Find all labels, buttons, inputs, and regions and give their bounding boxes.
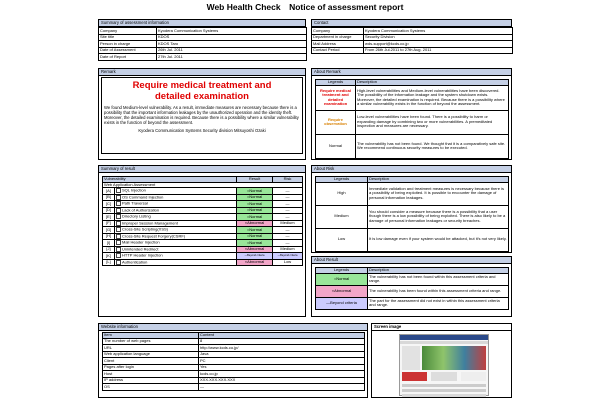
- vulnerability-result: ×Abnormal: [237, 220, 273, 227]
- about-risk-description: You should consider a measure because there is a possibility that a user though there is a low possibility of being exploited. There is also likely to be a damage of personal information leakages or security breaches.: [368, 205, 509, 228]
- checkbox-icon: [116, 253, 121, 258]
- vulnerability-result: ○Normal: [237, 233, 273, 240]
- vulnerability-result: ○Normal: [237, 188, 273, 195]
- about-result-legend: —Beyond criteria: [316, 297, 368, 309]
- website-screenshot-thumbnail: [399, 334, 489, 396]
- about-risk-description: Immediate validation and treatment measures is necessary because there is a possibility of being exploited. It is possible to encounter the damage of personal information leakages.: [368, 182, 509, 205]
- vulnerability-result: ○Normal: [237, 194, 273, 201]
- vulnerability-label: Improper Session Management: [122, 220, 178, 226]
- website-info-label: Pages after login: [103, 364, 199, 371]
- website-info-label: Client: [103, 358, 199, 365]
- website-info-value: http://www.kcds.co.jp/: [199, 345, 365, 352]
- vulnerability-risk: —: [273, 214, 303, 221]
- vulnerability-risk: —: [273, 188, 303, 195]
- about-remark-row: [316, 134, 509, 158]
- vulnerability-result: ×Abnormal: [237, 246, 273, 253]
- summary-info-label: Person in charge: [99, 41, 157, 48]
- checkbox-icon: [116, 234, 121, 239]
- checkbox-icon: [116, 227, 121, 232]
- vulnerability-id: [H]: [103, 233, 115, 240]
- about-remark-description: Low-level vulnerabilities have been found. There is a possibility to harm or expanding damage by combining two or more vulnerabilities. A premeditated inspection and measures are necessary.: [356, 110, 509, 134]
- contact-value: Security Division: [364, 34, 513, 41]
- website-info-label: OS: [103, 384, 199, 391]
- about-result-description: The part for the assessment did not exist in within this assessment criteria and range.: [368, 297, 509, 309]
- about-risk-row: [316, 228, 509, 251]
- about-risk-legend: High: [316, 182, 368, 205]
- website-info-label: Web application language: [103, 351, 199, 358]
- vulnerability-id: [D]: [103, 207, 115, 214]
- about-result-header: About Result: [312, 257, 511, 264]
- about-result-panel: [311, 256, 512, 317]
- about-result-row: [316, 297, 509, 309]
- vulnerability-id: [F]: [103, 220, 115, 227]
- website-info-value: 8: [199, 338, 365, 345]
- about-remark-col-description: Description: [356, 80, 509, 86]
- contact-label: Company: [312, 28, 364, 35]
- about-result-legend: ×Abnormal: [316, 285, 368, 297]
- vulnerability-label: HTTP Header Injection: [122, 252, 163, 258]
- about-remark-row: [316, 85, 509, 110]
- contact-table: [311, 27, 513, 54]
- about-risk-col-description: Description: [368, 177, 509, 183]
- summary-result-header: Summary of result: [99, 166, 305, 173]
- summary-result-col-result: Result: [237, 177, 273, 183]
- website-info-label: URL: [103, 345, 199, 352]
- summary-info-panel: [98, 19, 306, 61]
- remark-panel: [98, 68, 306, 160]
- vulnerability-risk: —: [273, 227, 303, 234]
- vulnerability-id: [G]: [103, 227, 115, 234]
- vulnerability-id: [B]: [103, 194, 115, 201]
- about-risk-panel: [311, 165, 512, 253]
- about-risk-col-legends: Legends: [316, 177, 368, 183]
- vulnerability-risk: —: [273, 194, 303, 201]
- about-result-row: [316, 273, 509, 285]
- vulnerability-risk: —: [273, 233, 303, 240]
- about-result-description: The vulnerability has been found within this assessment criteria and range.: [368, 285, 509, 297]
- vulnerability-result: —Beyond criteria: [237, 253, 273, 260]
- contact-header: Contact: [311, 19, 512, 27]
- summary-result-group: Web Application Assessment: [103, 182, 303, 188]
- website-info-value: XXX.XXX.XXX.XXX: [199, 377, 365, 384]
- about-result-row: [316, 285, 509, 297]
- vulnerability-result: ○Normal: [237, 207, 273, 214]
- contact-panel: [311, 19, 512, 54]
- summary-result-table: [102, 176, 303, 266]
- summary-info-label: Company: [99, 28, 157, 35]
- vulnerability-risk: —Beyond criteria: [273, 253, 303, 260]
- about-result-table: [315, 267, 509, 310]
- about-remark-legend: Require medical treatment and detailed examination: [316, 85, 356, 110]
- about-risk-legend: Medium: [316, 205, 368, 228]
- website-info-value: PC: [199, 358, 365, 365]
- vulnerability-label: Cross-Site Scripting(XSS): [122, 226, 169, 232]
- about-result-legend: ○Normal: [316, 273, 368, 285]
- about-risk-row: [316, 182, 509, 205]
- checkbox-icon: [116, 260, 121, 265]
- checkbox-icon: [116, 214, 121, 219]
- remark-signature: Kyodera Communication Systems Security division Mitsuyoshi Ozaki: [138, 128, 266, 133]
- about-result-col-description: Description: [368, 268, 509, 274]
- remark-body: We found Medium-level vulnerability. As a result, immediate measures are necessary because there is a possibility that the important information leakages by the unauthorized operation and the identity theft. Moreover, the detailed examination is required. Because there is a possibility where a similar vulnerability exists in the function of beyond the assessment.: [104, 105, 299, 125]
- about-remark-header: About Remark: [312, 69, 511, 76]
- checkbox-icon: [116, 188, 121, 193]
- vulnerability-result: ○Normal: [237, 240, 273, 247]
- website-info-header: Website information: [99, 324, 367, 331]
- summary-info-value: Kyodera Communication Systems: [157, 28, 307, 35]
- remark-headline-2: detailed examination: [155, 91, 249, 102]
- remark-headline-1: Require medical treatment and: [132, 80, 272, 91]
- screen-image-panel: [371, 323, 512, 398]
- page-title: Web Health Check Notice of assessment report: [206, 2, 404, 12]
- vulnerability-risk: Medium: [273, 246, 303, 253]
- summary-info-value: 27th Jul. 2011: [157, 54, 307, 61]
- vulnerability-risk: Medium: [273, 220, 303, 227]
- summary-info-value: 26th Jul. 2011: [157, 47, 307, 54]
- about-remark-description: The vulnerability has not been found. We thought that it is a comparatively safe site. We recommend continuous security measures to be executed.: [356, 134, 509, 158]
- vulnerability-label: Authentication: [122, 259, 148, 265]
- website-info-panel: [98, 323, 368, 398]
- vulnerability-label: OS Command Injection: [122, 194, 164, 200]
- vulnerability-risk: —: [273, 240, 303, 247]
- summary-info-label: Date of Report: [99, 54, 157, 61]
- vulnerability-label: Mail Header Injection: [122, 239, 160, 245]
- website-info-label: IP address: [103, 377, 199, 384]
- summary-info-value: KDOS Taro: [157, 41, 307, 48]
- remark-header: Remark: [99, 69, 305, 76]
- about-remark-legend: Normal: [316, 134, 356, 158]
- website-info-value: kcds.co.jp: [199, 371, 365, 378]
- contact-value: From 26th Jul.2011 to 27th Aug. 2011: [364, 47, 513, 54]
- vulnerability-risk: Low: [273, 259, 303, 266]
- vulnerability-id: [K]: [103, 253, 115, 260]
- vulnerability-risk: —: [273, 201, 303, 208]
- vulnerability-result: ×Abnormal: [237, 259, 273, 266]
- checkbox-icon: [116, 208, 121, 213]
- contact-value: Kyodera Communication Systems: [364, 28, 513, 35]
- screen-image-header: Screen image: [372, 324, 511, 331]
- contact-label: Contact Period: [312, 47, 364, 54]
- website-info-value: Yes: [199, 364, 365, 371]
- vulnerability-name: [115, 259, 237, 266]
- contact-label: Department in charge: [312, 34, 364, 41]
- about-remark-description: High-level vulnerabilities and Medium-level vulnerabilities have been discovered. The possibility of the information leakage and the system shutdown exists. Moreover, the detailed examination is required. Because there is a possibility where a similar vulnerability exists in the function of beyond the assessment.: [356, 85, 509, 110]
- vulnerability-label: Cross-Site Request Forgery(CSRF): [122, 233, 186, 239]
- contact-row: [312, 47, 513, 54]
- about-remark-panel: [311, 68, 512, 160]
- website-info-value: —: [199, 384, 365, 391]
- website-info-col-content: Content: [199, 333, 365, 339]
- checkbox-icon: [116, 201, 121, 206]
- vulnerability-label: Path Traversal: [122, 200, 148, 206]
- checkbox-icon: [116, 221, 121, 226]
- vulnerability-label: Directory Listing: [122, 213, 151, 219]
- about-risk-legend: Low: [316, 228, 368, 251]
- about-remark-table: [315, 79, 509, 159]
- vulnerability-result: ○Normal: [237, 214, 273, 221]
- contact-label: Mail Address: [312, 41, 364, 48]
- summary-result-row: [103, 259, 303, 266]
- about-remark-col-legends: Legends: [316, 80, 356, 86]
- website-info-row: [103, 384, 365, 391]
- summary-result-col-vuln: Vulnerability: [103, 177, 237, 183]
- summary-info-value: KDOS: [157, 34, 307, 41]
- vulnerability-id: [E]: [103, 214, 115, 221]
- website-info-table: [102, 332, 365, 391]
- vulnerability-label: Unintended Redirect: [122, 246, 159, 252]
- about-result-col-legends: Legends: [316, 268, 368, 274]
- summary-info-label: Site title: [99, 34, 157, 41]
- vulnerability-result: ○Normal: [237, 201, 273, 208]
- checkbox-icon: [116, 195, 121, 200]
- vulnerability-id: [A]: [103, 188, 115, 195]
- website-info-value: Java: [199, 351, 365, 358]
- vulnerability-result: ○Normal: [237, 227, 273, 234]
- about-risk-row: [316, 205, 509, 228]
- about-remark-legend: Require observation: [316, 110, 356, 134]
- website-info-label: Host: [103, 371, 199, 378]
- website-info-col-item: Item: [103, 333, 199, 339]
- vulnerability-risk: —: [273, 207, 303, 214]
- vulnerability-label: SQL Injection: [122, 187, 146, 193]
- summary-info-label: Date of Assessment: [99, 47, 157, 54]
- checkbox-icon: [116, 240, 121, 245]
- vulnerability-id: [J]: [103, 246, 115, 253]
- summary-info-header: Summary of assessment information: [98, 19, 306, 27]
- vulnerability-id: [I]: [103, 240, 115, 247]
- checkbox-icon: [116, 247, 121, 252]
- about-result-description: The vulnerability has not been found within this assessment criteria and range.: [368, 273, 509, 285]
- summary-result-col-risk: Risk: [273, 177, 303, 183]
- summary-info-table: [98, 27, 307, 61]
- vulnerability-label: Lack of Authorization: [122, 207, 160, 213]
- contact-value: wds-support@kcds.co.jp: [364, 41, 513, 48]
- vulnerability-id: [C]: [103, 201, 115, 208]
- about-risk-table: [315, 176, 509, 252]
- vulnerability-id: [L]: [103, 259, 115, 266]
- about-remark-row: [316, 110, 509, 134]
- website-info-label: The number of web pages: [103, 338, 199, 345]
- about-risk-description: It is low damage even if your system would be attacked, but it's not very likely.: [368, 228, 509, 251]
- about-risk-header: About Risk: [312, 166, 511, 173]
- summary-info-row: [99, 54, 307, 61]
- summary-result-panel: [98, 165, 306, 317]
